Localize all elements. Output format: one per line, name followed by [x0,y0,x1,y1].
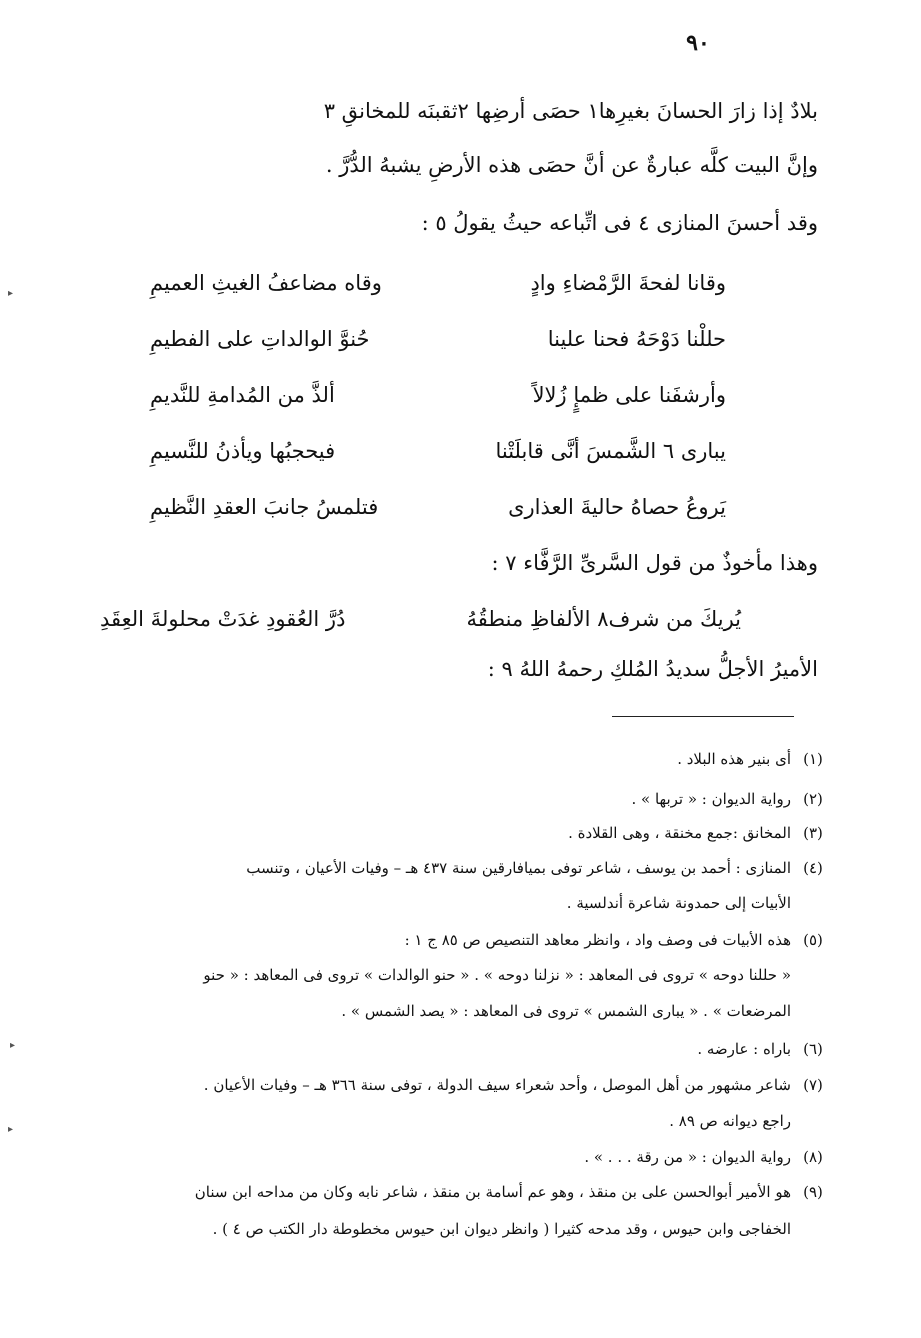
verse-4-second-hemistich: فيحجبُها ويأذنُ للنَّسيمِ [150,439,336,463]
footnote-6-number: (٦) [803,1040,823,1058]
footnote-9 [78,1181,823,1203]
footnote-9-continuation: الخفاجى وابن حيوس ، وقد مدحه كثيرا ( وانظر ديوان ابن حيوس مخطوطة دار الكتب ص ٤ ) . [212,1220,791,1238]
page-number: ٩٠ [686,30,710,56]
verse-2-second-hemistich: حُنوَّ الوالداتِ على الفطيمِ [150,327,370,351]
footnote-6 [78,1038,823,1060]
footnote-2 [78,788,823,810]
footnote-7-number: (٧) [803,1076,823,1094]
verse-sari-first-hemistich: يُريكَ من شرف٨ الألفاظِ منطقُهُ [466,607,741,631]
footnote-5-number: (٥) [803,931,823,949]
verse-3 [150,380,726,410]
body-line-3: وقد أحسنَ المنازى ٤ فى اتِّباعه حيثُ يقولُ ٥ : [421,211,818,235]
footnote-1 [78,748,823,770]
footnote-1-number: (١) [803,750,823,768]
verse-4-first-hemistich: يبارى ٦ الشَّمسَ أنَّى قابلَتْنا [495,439,726,463]
scan-mark: ▸ [10,1040,16,1051]
scan-mark: ▸ [8,288,14,299]
verse-2 [150,324,726,354]
verse-4 [150,436,726,466]
footnote-9-number: (٩) [803,1183,823,1201]
footnote-8-text: رواية الديوان : « من رقة . . . » . [584,1148,791,1166]
body-line-1: بلادٌ إذا زارَ الحسانَ بغيرِها١ حصَى أرضِها ٢ثقبنَه للمخانقِ ٣ [323,99,818,123]
footnote-4-continuation: الأبيات إلى حمدونة شاعرة أندلسية . [566,894,791,912]
footnote-7-text: شاعر مشهور من أهل الموصل ، وأحد شعراء سيف الدولة ، توفى سنة ٣٦٦ هـ – وفيات الأعيان . [203,1076,791,1094]
verse-sari-second-hemistich: دُرَّ العُقودِ غدَتْ محلولةَ العِقَدِ [100,607,346,631]
body-line-amir: الأميرُ الأجلُّ سديدُ المُلكِ رحمهُ اللهُ ٩ : [487,657,818,681]
verse-3-first-hemistich: وأرشفَنا على ظمإٍ زُلالاً [532,383,726,407]
footnote-5-continuation: « حللنا دوحه » تروى فى المعاهد : « نزلنا دوحه » . « حنو الوالدات » تروى فى المعاهد : « حنو [203,966,791,984]
verse-5 [150,492,726,522]
footnote-4-number: (٤) [803,859,823,877]
verse-3-second-hemistich: ألذَّ من المُدامةِ للنَّديمِ [150,383,335,407]
footnote-8 [78,1146,823,1168]
footnote-5-text: هذه الأبيات فى وصف واد ، وانظر معاهد التنصيص ص ٨٥ ج ١ : [404,931,791,949]
footnote-1-text: أى بنير هذه البلاد . [677,750,791,768]
footnote-7 [78,1074,823,1096]
scan-mark: ▸ [8,1124,14,1135]
footnote-2-number: (٢) [803,790,823,808]
verse-5-first-hemistich: يَروعُ حصاهُ حاليةَ العذارى [508,495,726,519]
verse-sari [100,604,741,634]
footnote-7-continuation: راجع ديوانه ص ٨٩ . [669,1112,791,1130]
footnote-3-number: (٣) [803,824,823,842]
footnote-8-number: (٨) [803,1148,823,1166]
verse-5-second-hemistich: فتلمسُ جانبَ العقدِ النَّظيمِ [150,495,379,519]
body-line-2: وإنَّ البيت كلَّه عبارةٌ عن أنَّ حصَى هذه الأرضِ يشبهُ الدُّرَّ . [325,153,818,177]
verse-1 [150,268,726,298]
body-line-after-verses: وهذا مأخوذٌ من قول السَّرىِّ الرَّفَّاء ٧ : [491,551,818,575]
footnote-4-text: المنازى : أحمد بن يوسف ، شاعر توفى بميافارقين سنة ٤٣٧ هـ – وفيات الأعيان ، وتنسب [246,859,791,877]
verse-1-second-hemistich: وقاه مضاعفُ الغيثِ العميمِ [150,271,382,295]
footnote-6-text: باراه : عارضه . [697,1040,791,1058]
footnote-divider [612,716,794,717]
footnote-2-text: رواية الديوان : « تربها » . [631,790,791,808]
footnote-3-text: المخانق :جمع مخنقة ، وهى القلادة . [568,824,791,842]
footnote-9-text: هو الأمير أبوالحسن على بن منقذ ، وهو عم أسامة بن منقذ ، شاعر نابه وكان من مداحه ابن سنان [194,1183,791,1201]
footnote-3 [78,822,823,844]
footnote-4 [78,857,823,879]
footnote-5 [78,929,823,951]
verse-1-first-hemistich: وقانا لفحةَ الرَّمْضاءِ وادٍ [530,271,726,295]
footnote-5-continuation-2: المرضعات » . « يبارى الشمس » تروى فى المعاهد : « يصد الشمس » . [341,1002,791,1020]
verse-2-first-hemistich: حللْنا دَوْحَهُ فحنا علينا [547,327,726,351]
